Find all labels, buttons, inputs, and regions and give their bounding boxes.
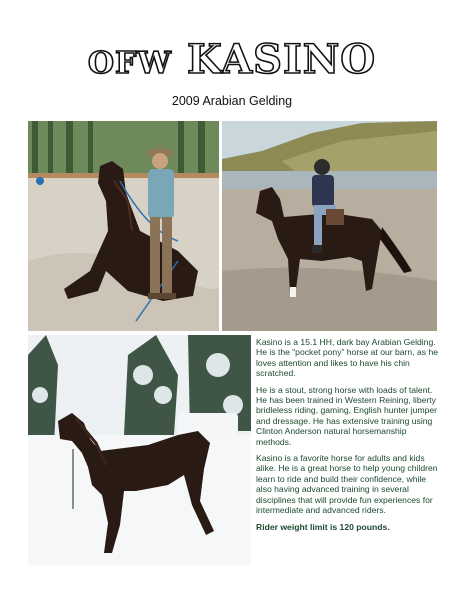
- subtitle: 2009 Arabian Gelding: [171, 94, 293, 108]
- rider-on-beach-photo: [222, 121, 437, 331]
- description-paragraph-3: Kasino is a favorite horse for adults and kids alike. He is a great horse to help young children learn to ride and build their confidence, while also having advanced training in several disciplines that will provide fun experiences for intermediate and advanced riders.: [256, 453, 438, 516]
- weight-limit-note: Rider weight limit is 120 pounds.: [256, 521, 390, 532]
- horse-in-snow-photo: [28, 335, 251, 565]
- trainer-with-sitting-horse-photo: [28, 121, 219, 331]
- title-prefix: OFW: [87, 46, 172, 81]
- description-block: [256, 337, 444, 538]
- title-name: KASINO: [186, 36, 377, 83]
- description-paragraph-1: Kasino is a 15.1 HH, dark bay Arabian Gelding. He is the “pocket pony” horse at our barn, as he loves attention and likes to have his chin scratched.: [256, 337, 439, 379]
- description-paragraph-2: He is a stout, strong horse with loads of talent. He has been trained in Western Reining, liberty bridleless riding, gaming, English hunter jumper and dressage. He has extensive training using Clinton Anderson natural horsemanship methods.: [256, 384, 438, 447]
- page-title: [0, 38, 464, 86]
